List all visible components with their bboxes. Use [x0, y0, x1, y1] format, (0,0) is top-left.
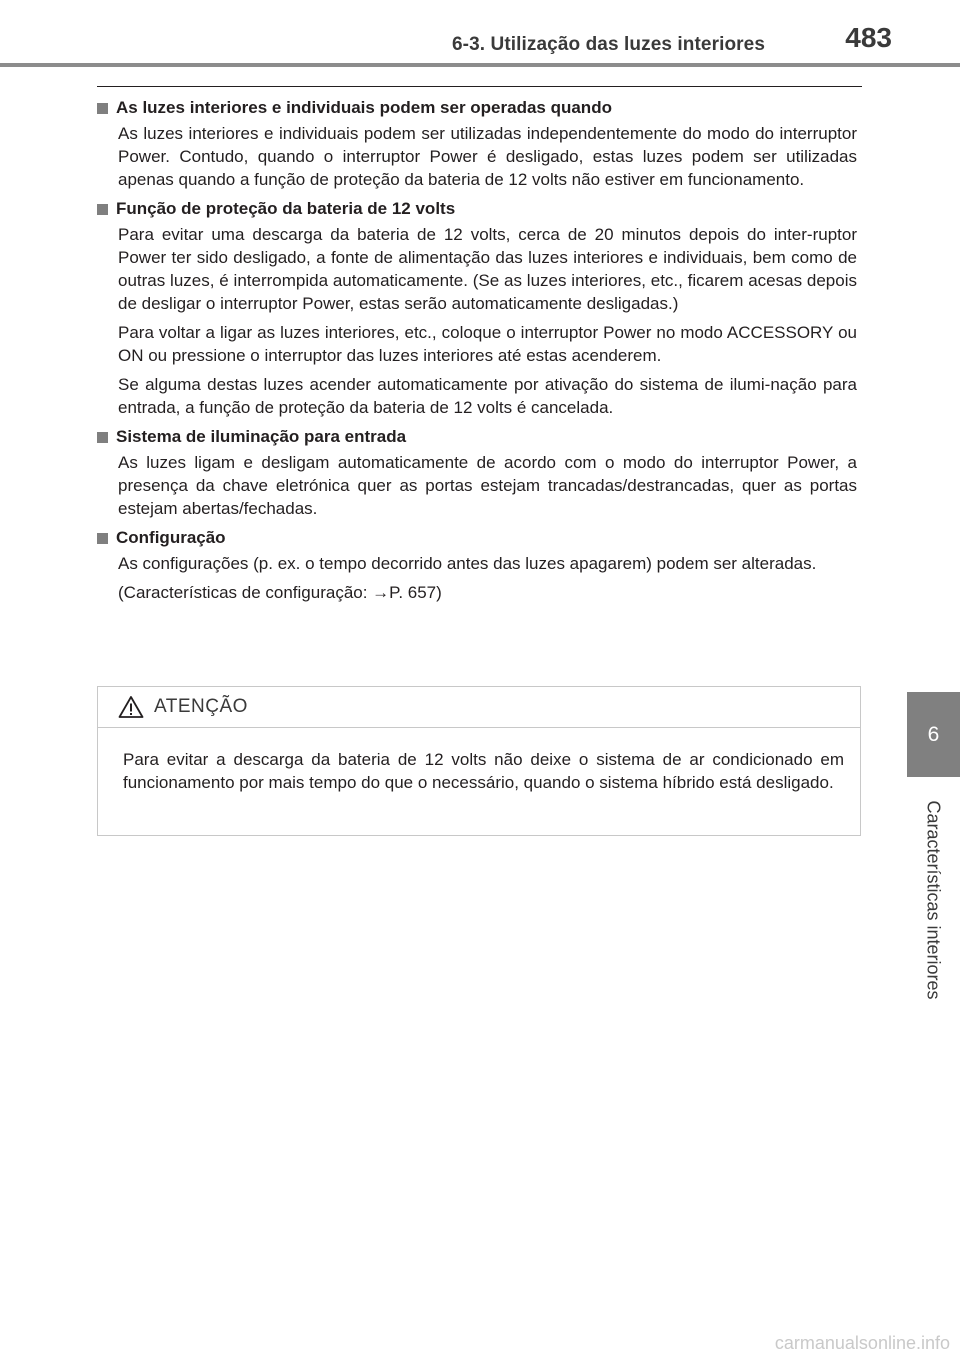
section-heading: As luzes interiores e individuais podem ser operadas quando [116, 98, 612, 117]
paragraph: Se alguma destas luzes acender automaticamente por ativação do sistema de ilumi-nação para entrada, a função de proteção da bateria de 12 volts é cancelada. [118, 375, 857, 417]
section-entry-lighting [97, 425, 857, 520]
page-number: 483 [845, 22, 892, 53]
warning-box [97, 686, 861, 836]
header-divider [0, 63, 960, 67]
warning-title: ATENÇÃO [154, 696, 248, 717]
paragraph: As luzes interiores e individuais podem ser utilizadas independentemente do modo do interruptor Power. Contudo, quando o interruptor Power é desligado, estas luzes podem ser utilizadas apenas quando a função de proteção da bateria de 12 volts não estiver em funcionamento. [118, 124, 857, 189]
warning-triangle-icon [118, 695, 144, 719]
section-configuration [97, 526, 857, 604]
section-title: 6-3. Utilização das luzes interiores [452, 34, 765, 55]
section-heading: Sistema de iluminação para entrada [116, 427, 407, 446]
chapter-title: Características interiores [923, 800, 944, 1000]
paragraph: As luzes ligam e desligam automaticamente de acordo com o modo do interruptor Power, a presença da chave eletrónica quer as portas estejam trancadas/destrancadas, quer as portas estejam abertas/fechadas. [118, 453, 857, 518]
section-operation-conditions [97, 96, 857, 191]
paragraph: Para voltar a ligar as luzes interiores, etc., coloque o interruptor Power no modo ACCESSORY ou ON ou pressione o interruptor das luzes interiores até estas acenderem. [118, 323, 857, 365]
section-heading: Função de proteção da bateria de 12 volts [116, 199, 456, 218]
warning-text: Para evitar a descarga da bateria de 12 volts não deixe o sistema de ar condicionado em funcionamento por mais tempo do que o necessário, quando o sistema híbrido está desligado. [123, 750, 844, 792]
paragraph: As configurações (p. ex. o tempo decorrido antes das luzes apagarem) podem ser alteradas. [118, 554, 817, 573]
square-bullet-icon [97, 533, 108, 544]
square-bullet-icon [97, 432, 108, 443]
content-divider [97, 86, 862, 87]
chapter-tab[interactable] [907, 692, 960, 777]
main-content [97, 96, 857, 610]
section-battery-protection [97, 197, 857, 419]
watermark: carmanualsonline.info [774, 1333, 950, 1353]
paragraph: Para evitar uma descarga da bateria de 12 volts, cerca de 20 minutos depois do inter-ruptor Power ter sido desligado, a fonte de alimentação das luzes interiores e individuais, bem como de outras luzes, é interrompida automaticamente. (Se as luzes interiores, etc., ficarem acesas depois de desligar o interruptor Power, estas serão automaticamente desligadas.) [118, 225, 857, 313]
square-bullet-icon [97, 103, 108, 114]
section-heading: Configuração [116, 528, 226, 547]
chapter-number: 6 [927, 722, 940, 746]
page-header [0, 0, 960, 70]
page-reference-link[interactable]: (Características de configuração: →P. 657) [118, 583, 442, 602]
square-bullet-icon [97, 204, 108, 215]
